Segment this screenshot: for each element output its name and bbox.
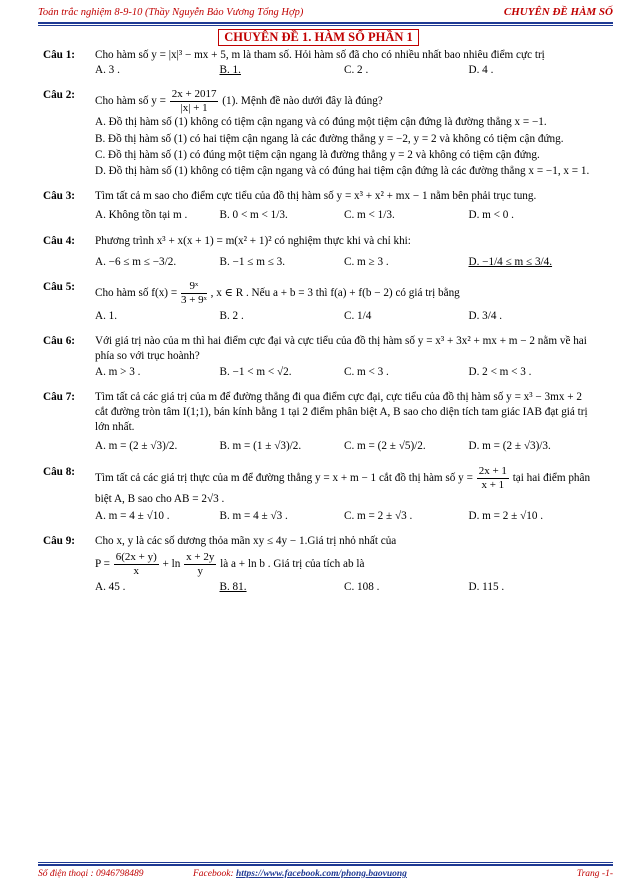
question-5: Câu 5: Cho hàm số f(x) = $\frac{\text{9ˣ}}{\text{3 + 9ˣ}}$ , x ∈ R . Nếu a + b = 3 thì f(a) + f(b − 2) có giá trị bằng A. 1. B. 2 . C. 1/4 D. 3/4 . bbox=[43, 280, 593, 324]
facebook-link[interactable]: https://www.facebook.com/phong.baovuong bbox=[236, 869, 407, 879]
fraction: $\frac{2x + 2017}{|x| + 1}$ bbox=[171, 88, 217, 115]
option-a: A. 3 . bbox=[95, 64, 120, 77]
option-d: D. 3/4 . bbox=[468, 310, 503, 323]
option-d: D. 4 . bbox=[468, 64, 494, 77]
question-2: Câu 2: Cho hàm số y = $\frac{2x + 2017}{|x| + 1}$ (1). Mệnh đề nào dưới đây là đúng? A. Đồ thị hàm số (1) không có tiệm cận ngang và có đúng một tiệm cận đứng là đường thẳng x = −1. B. Đồ thị hàm số (1) có hai tiệm cận ngang là các đường thẳng y = −2, y = 2 và không có tiệm cận đứng. C. Đồ thị hàm số (1) có đúng một tiệm cận ngang là đường thẳng y = 2 và không có tiệm cận đứng. D. Đồ thị hàm số (1) không có tiệm cận ngang và có đúng hai tiệm cận đứng là các đường thẳng x = −1, x = 1. bbox=[43, 88, 593, 179]
question-8: Câu 8: Tìm tất cả các giá trị thực của m để đường thẳng y = x + m − 1 cắt đồ thị hàm số y = $\frac{2x + 1}{x + 1}$ tại hai điểm phân biệt A, B sao cho AB = 2√3 . A. m = 4 ± √10 . B. m = 4 ± √3 . C. m = 2 ± √3 . D. m = 2 ± √10 . bbox=[43, 465, 593, 524]
option-d: D. m < 0 . bbox=[468, 209, 514, 222]
option-a: A. Không tồn tại m . bbox=[95, 209, 188, 222]
header-rule bbox=[38, 22, 613, 26]
option-d: D. m = (2 ± √3)/3. bbox=[468, 440, 551, 453]
option-c: C. m < 1/3. bbox=[344, 209, 395, 222]
option-c: C. Đồ thị hàm số (1) có đúng một tiệm cận ngang là đường thẳng y = 2 và không có tiệm cận đứng. bbox=[95, 148, 540, 161]
option-d: D. 2 < m < 3 . bbox=[468, 365, 532, 378]
option-c: C. 2 . bbox=[344, 64, 369, 77]
option-b: B. m = (1 ± √3)/2. bbox=[219, 440, 302, 453]
option-b: B. −1 ≤ m ≤ 3. bbox=[219, 255, 286, 268]
option-d: D. m = 2 ± √10 . bbox=[468, 509, 544, 522]
question-7: Câu 7: Tìm tất cả các giá trị của m để đường thẳng đi qua điểm cực đại, cực tiểu của đồ thị hàm số y = x³ − 3mx + 2 cắt đường tròn tâm I(1;1), bán kính bằng 1 tại 2 điểm phân biệt A, B sao cho diện tích tam giác IAB đạt giá trị lớn nhất. A. m = (2 ± √3)/2. B. m = (1 ± √3)/2. C. m = (2 ± √5)/2. D. m = (2 ± √3)/3. bbox=[43, 390, 593, 455]
option-c: C. 1/4 bbox=[344, 310, 372, 323]
section-title: CHUYÊN ĐỀ 1. HÀM SỐ PHẦN 1 bbox=[218, 29, 419, 46]
page-number: Trang -1- bbox=[576, 869, 613, 879]
option-a: A. m = 4 ± √10 . bbox=[95, 509, 170, 522]
document-body bbox=[43, 48, 593, 605]
option-a: A. m = (2 ± √3)/2. bbox=[95, 440, 178, 453]
option-b: B. 1. bbox=[219, 64, 241, 77]
option-a: A. m > 3 . bbox=[95, 365, 141, 378]
option-c: C. 108 . bbox=[344, 581, 380, 594]
question-3: Câu 3: Tìm tất cả m sao cho điểm cực tiểu của đồ thị hàm số y = x³ + x² + mx − 1 nằm bên phải trục tung. A. Không tồn tại m . B. 0 < m < 1/3. C. m < 1/3. D. m < 0 . bbox=[43, 189, 593, 223]
fraction: $\frac{6(2x + y)}{x}$ bbox=[115, 551, 157, 578]
option-d: D. Đồ thị hàm số (1) không có tiệm cận ngang và có đúng hai tiệm cận đứng là các đường thẳng x = −1, x = 1. bbox=[95, 165, 590, 178]
option-b: B. Đồ thị hàm số (1) có hai tiệm cận ngang là các đường thẳng y = −2, y = 2 và không có tiệm cận đứng. bbox=[95, 132, 564, 145]
footer-rule bbox=[38, 862, 613, 866]
option-b: B. m = 4 ± √3 . bbox=[219, 509, 288, 522]
fraction: $\frac{2x + 1}{x + 1}$ bbox=[478, 464, 507, 491]
header-right: CHUYÊN ĐỀ HÀM SỐ bbox=[503, 6, 613, 18]
option-b: B. 81. bbox=[219, 581, 247, 594]
option-a: A. Đồ thị hàm số (1) không có tiệm cận ngang và có đúng một tiệm cận đứng là đường thẳng x = −1. bbox=[95, 116, 547, 129]
footer-phone: Số điện thoại : 0946798489 bbox=[38, 869, 144, 879]
option-b: B. 0 < m < 1/3. bbox=[219, 209, 288, 222]
option-a: A. 45 . bbox=[95, 581, 126, 594]
option-a: A. 1. bbox=[95, 310, 118, 323]
question-4: Câu 4: Phương trình x³ + x(x + 1) = m(x² + 1)² có nghiệm thực khi và chỉ khi: A. −6 ≤ m ≤ −3/2. B. −1 ≤ m ≤ 3. C. m ≥ 3 . D. −1/4 ≤ m ≤ 3/4. bbox=[43, 234, 593, 270]
header-left: Toán trắc nghiệm 8-9-10 (Thầy Nguyễn Bảo Vương Tổng Hợp) bbox=[38, 7, 304, 18]
question-6: Câu 6: Với giá trị nào của m thì hai điểm cực đại và cực tiểu của đồ thị hàm số y = x³ + 3x² + mx + m − 2 nằm về hai phía so với trục hoành? A. m > 3 . B. −1 < m < √2. C. m < 3 . D. 2 < m < 3 . bbox=[43, 334, 593, 380]
option-d: D. 115 . bbox=[468, 581, 505, 594]
fraction: $\frac{\text{9ˣ}}{\text{3 + 9ˣ}}$ bbox=[180, 280, 207, 307]
fraction: $\frac{x + 2y}{y}$ bbox=[186, 551, 215, 578]
option-d: D. −1/4 ≤ m ≤ 3/4. bbox=[468, 255, 553, 268]
option-c: C. m ≥ 3 . bbox=[344, 255, 389, 268]
option-a: A. −6 ≤ m ≤ −3/2. bbox=[95, 255, 177, 268]
option-b: B. 2 . bbox=[219, 310, 244, 323]
option-c: C. m < 3 . bbox=[344, 365, 389, 378]
option-c: C. m = 2 ± √3 . bbox=[344, 509, 413, 522]
question-9: Câu 9: Cho x, y là các số dương thỏa mãn xy ≤ 4y − 1.Giá trị nhỏ nhất của P = $\frac{6(2x + y)}{x}$ + ln $\frac{x + 2y}{y}$ là a + ln b . Giá trị của tích ab là A. 45 . B. 81. C. 108 . D. 115 . bbox=[43, 534, 593, 595]
question-1: Câu 1: Cho hàm số y = |x|³ − mx + 5, m là tham số. Hỏi hàm số đã cho có nhiều nhất bao nhiêu điểm cực trị A. 3 . B. 1. C. 2 . D. 4 . bbox=[43, 48, 593, 78]
option-b: B. −1 < m < √2. bbox=[219, 365, 292, 378]
option-c: C. m = (2 ± √5)/2. bbox=[344, 440, 426, 453]
page-header bbox=[38, 5, 613, 23]
